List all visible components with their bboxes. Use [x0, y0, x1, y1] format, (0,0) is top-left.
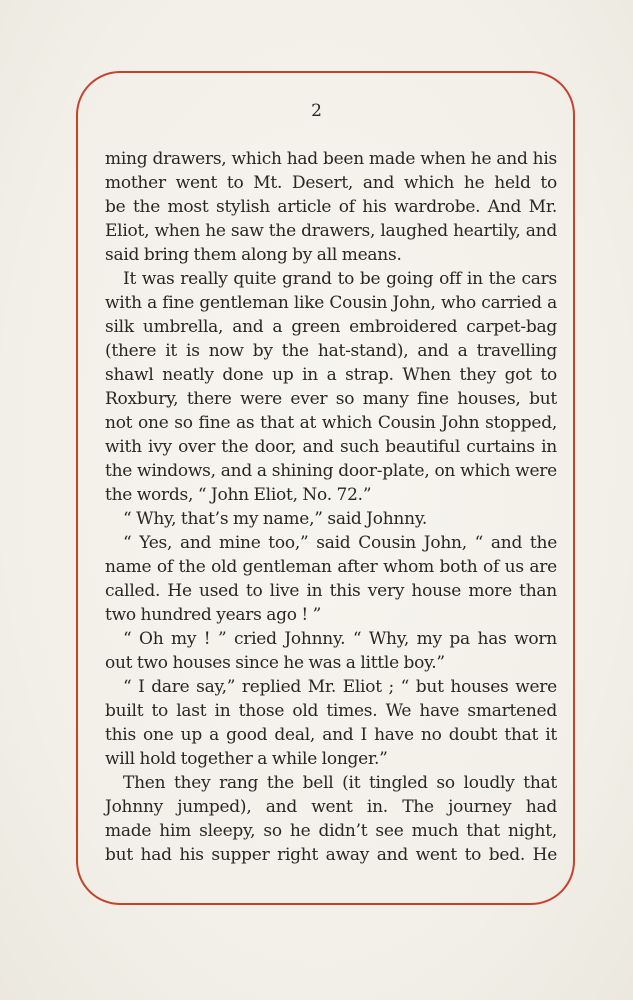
text-line: (there it is now by the hat-stand), and a travelling [105, 341, 557, 361]
text-line: Johnny jumped), and went in. The journey had [105, 797, 557, 817]
text-line: built to last in those old times. We have smartened [105, 701, 557, 721]
text-line: called. He used to live in this very house more than [105, 581, 557, 601]
text-line: shawl neatly done up in a strap. When they got to [105, 365, 557, 385]
text-line: “ Why, that’s my name,” said Johnny. [123, 509, 428, 529]
text-line: made him sleepy, so he didn’t see much that night, [105, 821, 557, 841]
text-line: with ivy over the door, and such beautiful curtains in [105, 437, 557, 457]
text-line: name of the old gentleman after whom both of us are [105, 557, 557, 577]
text-line: mother went to Mt. Desert, and which he held to [105, 173, 557, 193]
text-line: out two houses since he was a little boy.” [105, 653, 445, 673]
text-line: be the most stylish article of his wardrobe. And Mr. [105, 197, 557, 217]
text-line: “ Yes, and mine too,” said Cousin John, “ and the [123, 533, 557, 553]
text-line: silk umbrella, and a green embroidered carpet-bag [105, 317, 557, 337]
text-line: “ Oh my ! ” cried Johnny. “ Why, my pa has worn [123, 629, 557, 649]
text-line: the windows, and a shining door-plate, on which were [105, 461, 557, 481]
page-number: 2 [311, 101, 322, 121]
text-line: Then they rang the bell (it tingled so loudly that [123, 773, 557, 793]
text-line: but had his supper right away and went to bed. He [105, 845, 557, 865]
text-line: Eliot, when he saw the drawers, laughed heartily, and [105, 221, 557, 241]
text-line: said bring them along by all means. [105, 245, 402, 265]
text-line: not one so fine as that at which Cousin John stopped, [105, 413, 557, 433]
text-line: “ I dare say,” replied Mr. Eliot ; “ but houses were [123, 677, 557, 697]
text-line: this one up a good deal, and I have no doubt that it [105, 725, 557, 745]
text-line: ming drawers, which had been made when he and his [105, 149, 557, 169]
text-line: Roxbury, there were ever so many fine houses, but [105, 389, 557, 409]
body-text [105, 147, 557, 867]
text-line: It was really quite grand to be going off in the cars [123, 269, 557, 289]
text-line: with a fine gentleman like Cousin John, who carried a [105, 293, 557, 313]
text-line: two hundred years ago ! ” [105, 605, 322, 625]
text-line: will hold together a while longer.” [105, 749, 388, 769]
text-line: the words, “ John Eliot, No. 72.” [105, 485, 372, 505]
